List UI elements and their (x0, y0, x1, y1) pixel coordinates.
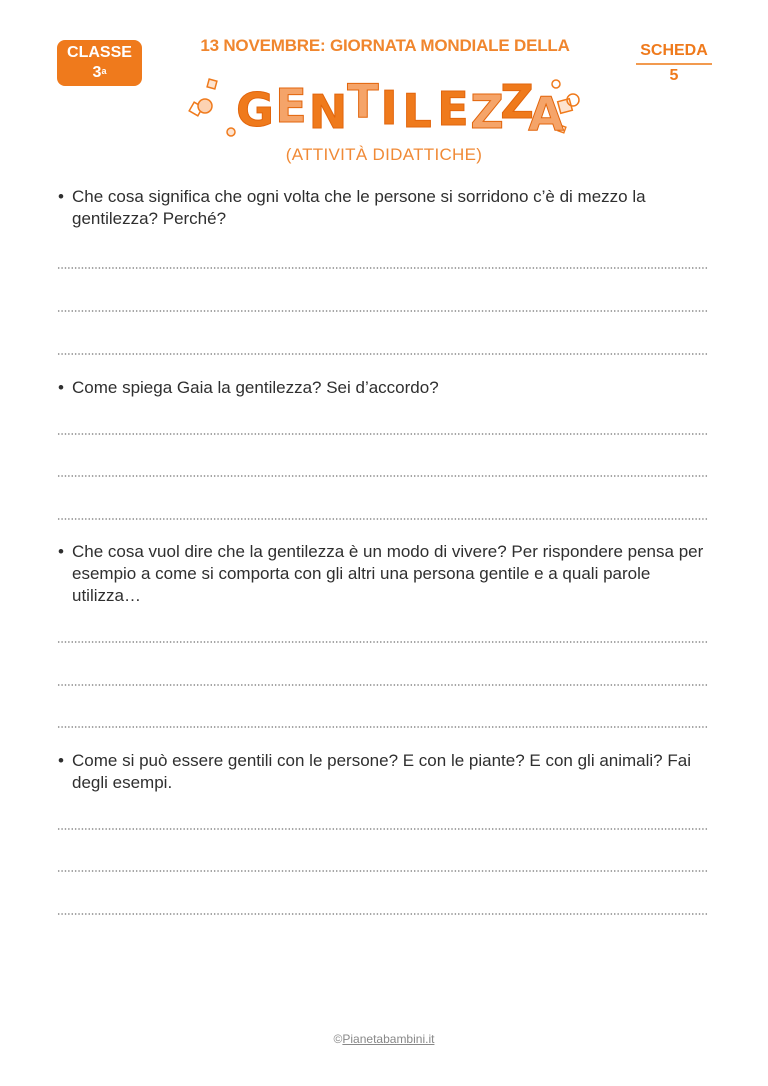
logo-letter: I (380, 81, 398, 135)
logo-letter: A (528, 87, 564, 138)
question-text: Come spiega Gaia la gentilezza? Sei d’accordo? (72, 378, 439, 397)
answer-line[interactable] (57, 828, 708, 830)
worksheet-label: SCHEDA (636, 40, 712, 65)
copyright-icon: © (333, 1032, 343, 1046)
answer-line[interactable] (57, 641, 708, 643)
question-1 (58, 186, 718, 230)
question-4 (58, 750, 718, 794)
logo-letter: L (402, 84, 432, 138)
answer-line[interactable] (57, 684, 708, 686)
answer-line[interactable] (57, 518, 708, 520)
answer-line[interactable] (57, 433, 708, 435)
subtitle: (ATTIVITÀ DIDATTICHE) (285, 145, 483, 164)
logo-letter: E (275, 79, 307, 133)
question-3 (58, 541, 718, 607)
headline: 13 NOVEMBRE: GIORNATA MONDIALE DELLA (200, 36, 570, 55)
worksheet-value: 5 (669, 67, 679, 84)
gentilezza-logo (185, 72, 585, 138)
logo-letter: E (437, 82, 469, 136)
question-text: Come si può essere gentili con le persone? E con le piante? E con gli animali? Fai degli esempi. (72, 751, 691, 792)
logo-letter: N (308, 85, 348, 138)
bullet: • (58, 378, 64, 397)
answer-line[interactable] (57, 267, 708, 269)
bullet: • (58, 751, 64, 770)
question-text: Che cosa vuol dire che la gentilezza è un modo di vivere? Per rispondere pensa per esempio a come si comporta con gli altri una persona gentile e a quali parole utilizza… (72, 542, 704, 605)
answer-line[interactable] (57, 870, 708, 872)
class-label: CLASSE (67, 44, 132, 61)
logo-letter: T (347, 74, 379, 128)
logo-letter: Z (500, 75, 534, 129)
answer-line[interactable] (57, 353, 708, 355)
logo-letter: G (236, 83, 274, 137)
question-2 (58, 377, 718, 399)
bullet: • (58, 187, 64, 206)
footer-credit (0, 1032, 768, 1046)
answer-line[interactable] (57, 475, 708, 477)
bullet: • (58, 542, 64, 561)
answer-line[interactable] (57, 310, 708, 312)
site-link[interactable]: Pianetabambini.it (342, 1032, 435, 1046)
class-badge (57, 40, 142, 86)
logo-letter: Z (470, 85, 504, 138)
answer-line[interactable] (57, 726, 708, 728)
worksheet-number (636, 40, 712, 87)
question-text: Che cosa significa che ogni volta che le persone si sorridono c’è di mezzo la gentilezza? Perché? (72, 187, 646, 228)
class-number: 3$^a$ (92, 64, 107, 81)
answer-line[interactable] (57, 913, 708, 915)
